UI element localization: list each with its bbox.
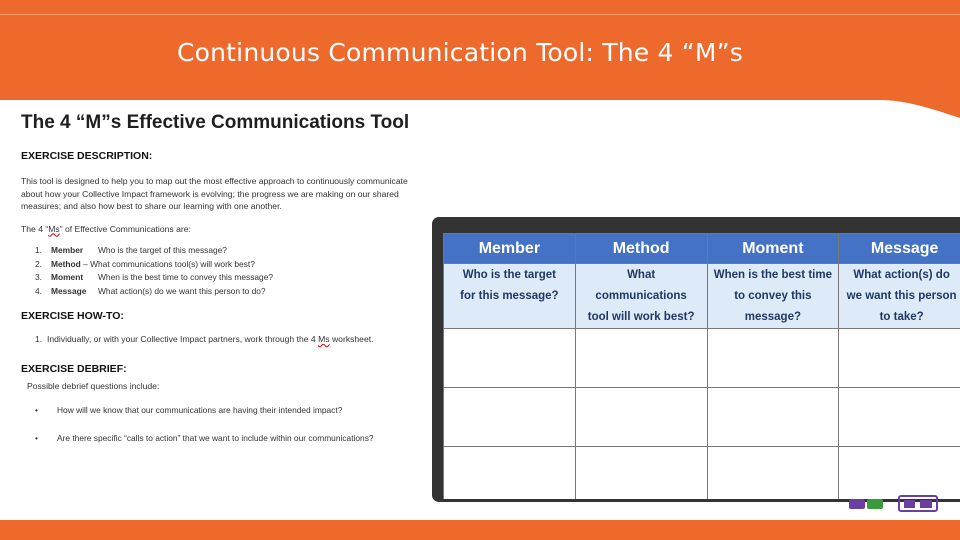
table-row: [444, 447, 960, 500]
debrief-intro: Possible debrief questions include:: [27, 380, 160, 391]
table-cell[interactable]: [444, 447, 576, 500]
column-question: Who is the target for this message?: [444, 264, 576, 329]
column-question: When is the best time to convey this message?: [707, 264, 839, 329]
step-number: 1.: [35, 334, 43, 344]
step-text-end: worksheet.: [329, 334, 374, 344]
item-term: Method: [51, 258, 81, 269]
list-item: [21, 271, 461, 285]
partner-logo-icon: [849, 497, 885, 511]
intro-text-end: ” of Effective Communications are:: [59, 223, 191, 234]
column-header: Method: [575, 234, 707, 264]
bullet: •: [35, 433, 38, 443]
table-cell[interactable]: [707, 388, 839, 447]
column-header: Moment: [707, 234, 839, 264]
intro-text: The 4 “: [21, 223, 49, 234]
debrief-question: How will we know that our communications are having their intended impact?: [57, 405, 343, 415]
table-cell[interactable]: [839, 329, 960, 388]
item-term: Message: [51, 285, 87, 296]
description-paragraph: [21, 175, 461, 213]
list-item: [21, 403, 461, 418]
item-description: – What communications tool(s) will work best?: [83, 258, 255, 269]
item-number: 2.: [35, 258, 42, 269]
four-ms-table: [443, 233, 960, 499]
table-cell[interactable]: [839, 447, 960, 500]
debrief-question: Are there specific “calls to action” that we want to include within our communications?: [57, 433, 374, 443]
header-divider: [0, 14, 960, 15]
list-item: [21, 431, 461, 446]
description-line: This tool is designed to help you to map out the most effective approach to continuously communicate: [21, 176, 408, 186]
list-item: [21, 244, 461, 258]
bullet: •: [35, 405, 38, 415]
item-term: Moment: [51, 272, 84, 282]
column-question: What action(s) do we want this person to take?: [839, 264, 960, 329]
description-heading: EXERCISE DESCRIPTION:: [21, 150, 153, 162]
table-cell[interactable]: [575, 329, 707, 388]
item-number: 3.: [35, 272, 42, 282]
table-row: [444, 329, 960, 388]
item-term: Member: [51, 245, 84, 255]
column-header: Message: [839, 234, 960, 264]
table-cell[interactable]: [707, 447, 839, 500]
slide-title: Continuous Communication Tool: The 4 “M”s: [176, 38, 744, 67]
howto-heading: EXERCISE HOW-TO:: [21, 310, 124, 322]
description-line: measures; and also how best to share our learning with one another.: [21, 201, 282, 211]
debrief-list: [21, 403, 461, 446]
table-cell[interactable]: [444, 329, 576, 388]
item-number: 4.: [35, 285, 42, 296]
step-text: Individually, or with your Collective Impact partners, work through the 4: [46, 334, 319, 344]
list-item: [21, 258, 461, 272]
intro-ms: Ms: [48, 223, 60, 234]
step-ms: Ms: [318, 334, 330, 344]
four-ms-intro: [21, 223, 461, 236]
table-row: [444, 388, 960, 447]
item-description: Who is the target of this message?: [98, 245, 227, 255]
table-question-row: [444, 264, 960, 329]
item-number: 1.: [35, 245, 42, 255]
table-cell[interactable]: [444, 388, 576, 447]
table-cell[interactable]: [575, 447, 707, 500]
four-ms-list: [21, 244, 461, 298]
table-cell[interactable]: [575, 388, 707, 447]
item-description: What action(s) do we want this person to do?: [98, 285, 266, 296]
column-header: Member: [444, 234, 576, 264]
brand-logo-icon: [898, 493, 938, 513]
description-line: about how your Collective Impact framework is evolving; the progress we are making on our shared: [21, 188, 399, 199]
item-description: When is the best time to convey this message?: [98, 272, 274, 282]
table-header-row: [444, 234, 960, 264]
slide-footer: [0, 520, 960, 540]
howto-step: [21, 333, 461, 346]
table-cell[interactable]: [839, 388, 960, 447]
debrief-heading: EXERCISE DEBRIEF:: [21, 362, 127, 375]
document-title: The 4 “M”s Effective Communications Tool: [21, 112, 410, 133]
four-ms-worksheet: [443, 233, 960, 499]
table-cell[interactable]: [707, 329, 839, 388]
column-question: What communications tool will work best?: [575, 264, 707, 329]
worksheet-document: [21, 112, 461, 446]
list-item: [21, 285, 461, 299]
